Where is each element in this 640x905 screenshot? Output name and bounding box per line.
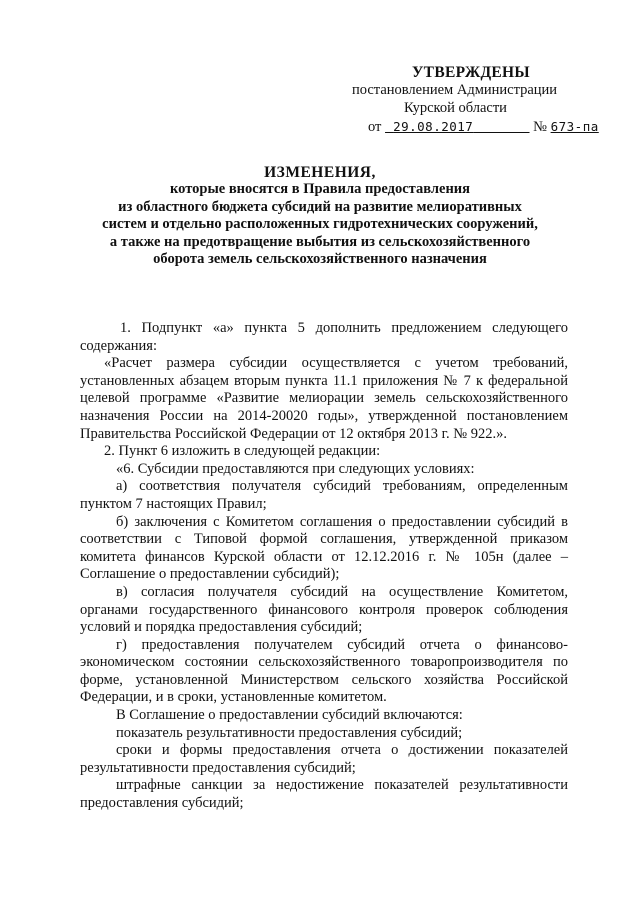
heading-line: оборота земель сельскохозяйственного назначения	[153, 251, 487, 268]
number-prefix: №	[533, 119, 547, 135]
paragraph: «Расчет размера субсидии осуществляется с учетом требований, установленных абзацем вторым пункта 11.1 приложения № 7 к федеральной целевой программе «Развитие мелиорации земель сельскохозяйственного назначения России на 2014-20020 годы», утвержденной постановлением Правительства Российской Федерации от 12 октября 2013 г. № 922.».	[80, 355, 568, 442]
paragraph: «6. Субсидии предоставляются при следующих условиях:	[116, 460, 475, 477]
paragraph: г) предоставления получателем субсидий отчета о финансово-экономическом состоянии сельскохозяйственного товаропроизводителя по форме, установленной Министерством сельского хозяйства Российской Федерации, и в сроки, установленные комитетом.	[80, 636, 568, 706]
paragraph: штрафные санкции за недостижение показателей результативности предоставления субсидий;	[80, 777, 568, 812]
approval-line-2: Курской области	[404, 100, 507, 116]
heading-line: которые вносятся в Правила предоставления	[169, 181, 470, 198]
approval-number: 673-па	[550, 119, 599, 134]
paragraph: в) согласия получателя субсидий на осуществление Комитетом, органами государственного финансового контроля проверок соблюдения условий и порядка предоставления субсидий;	[80, 583, 568, 636]
heading-line: а также на предотвращение выбытия из сельскохозяйственного	[109, 233, 531, 250]
paragraph: сроки и формы предоставления отчета о достижении показателей результативности предоставления субсидий;	[80, 742, 568, 776]
heading-line: систем и отдельно расположенных гидротехнических сооружений,	[102, 216, 538, 233]
heading-title: ИЗМЕНЕНИЯ,	[264, 164, 376, 181]
paragraph: В Соглашение о предоставлении субсидий включаются:	[116, 707, 463, 724]
date-prefix: от	[368, 119, 382, 135]
heading-line: из областного бюджета субсидий на развитие мелиоративных	[118, 198, 522, 215]
approval-title: УТВЕРЖДЕНЫ	[412, 64, 530, 81]
paragraph: показатель результативности предоставления субсидий;	[116, 724, 463, 741]
paragraph: 2. Пункт 6 изложить в следующей редакции:	[104, 443, 381, 460]
document-heading	[80, 164, 560, 268]
approval-date: 29.08.2017	[393, 119, 474, 134]
approval-line-1: постановлением Администрации	[352, 82, 558, 98]
paragraph: 1. Подпункт «а» пункта 5 дополнить предложением следующего содержания:	[80, 320, 568, 354]
paragraph: б) заключения с Комитетом соглашения о предоставлении субсидий в соответствии с Типовой формой соглашения, утвержденной приказом комитета финансов Курской области от 12.12.2016 г. № 105н (далее – Соглашение о предоставлении субсидий);	[80, 513, 568, 583]
document-body	[80, 320, 568, 813]
paragraph: а) соответствия получателя субсидий требованиям, определенным пунктом 7 настоящих Правил;	[80, 478, 568, 512]
approval-date-line	[368, 119, 599, 136]
